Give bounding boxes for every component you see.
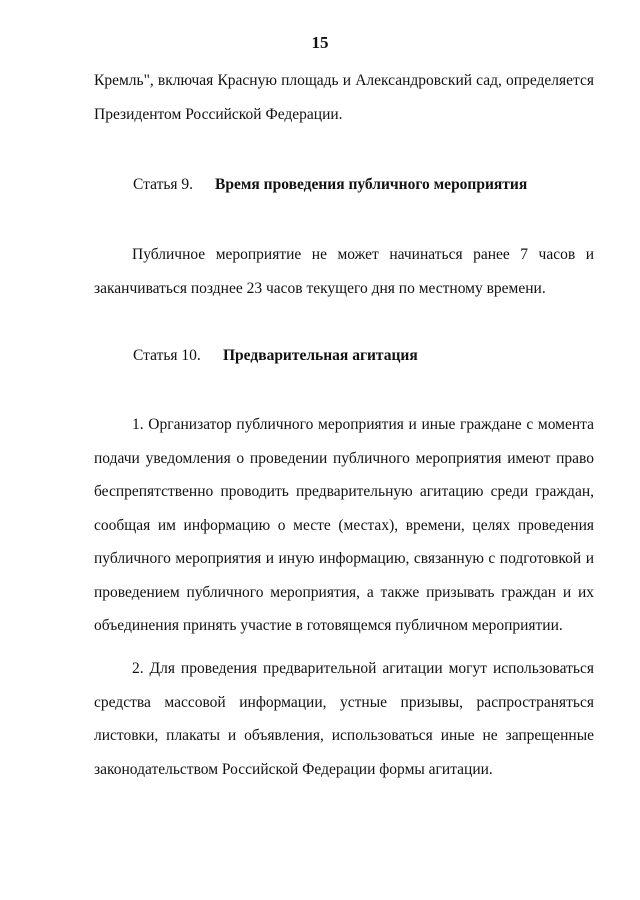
intro-paragraph	[94, 64, 594, 131]
article-9-label: Статья 9.	[133, 176, 194, 193]
text-line: 2. Для проведения предварительной агитации могут использоваться	[132, 660, 594, 677]
text-line: средства массовой информации, устные призывы, распространяться	[94, 693, 594, 711]
text-line: Публичное мероприятие не может начинаться ранее 7 часов и	[132, 246, 594, 263]
article-10-paragraph-1	[94, 408, 594, 643]
text-line: Кремль", включая Красную площадь и Александровский сад, определяется	[94, 72, 594, 89]
text-line: подачи уведомления о проведении публичного мероприятия имеют право	[94, 449, 594, 467]
page-number: 15	[311, 33, 329, 52]
text-line: 1. Организатор публичного мероприятия и иные граждане с момента	[132, 416, 594, 433]
text-line: объединения принять участие в готовящемся публичном мероприятии.	[94, 617, 563, 634]
text-line: сообщая им информацию о месте (местах), времени, целях проведения	[94, 516, 594, 534]
text-line: беспрепятственно проводить предварительную агитацию среди граждан,	[94, 483, 594, 500]
article-9-heading	[133, 175, 527, 195]
article-10-label: Статья 10.	[133, 347, 201, 364]
text-line: листовки, плакаты и объявления, использоваться иные не запрещенные	[94, 727, 594, 744]
article-10-title: Предварительная агитация	[223, 347, 418, 364]
text-line: публичного мероприятия и иную информацию, связанную с подготовкой и	[94, 550, 594, 567]
article-10-paragraph-2	[94, 652, 594, 786]
text-line: заканчиваться позднее 23 часов текущего дня по местному времени.	[94, 279, 546, 297]
article-9-paragraph	[94, 238, 594, 305]
text-line: Президентом Российской Федерации.	[94, 105, 343, 123]
article-10-heading	[133, 346, 418, 366]
text-line: законодательством Российской Федерации формы агитации.	[94, 760, 493, 778]
article-9-title: Время проведения публичного мероприятия	[215, 176, 528, 193]
text-line: проведением публичного мероприятия, а также призывать граждан и их	[94, 583, 594, 601]
